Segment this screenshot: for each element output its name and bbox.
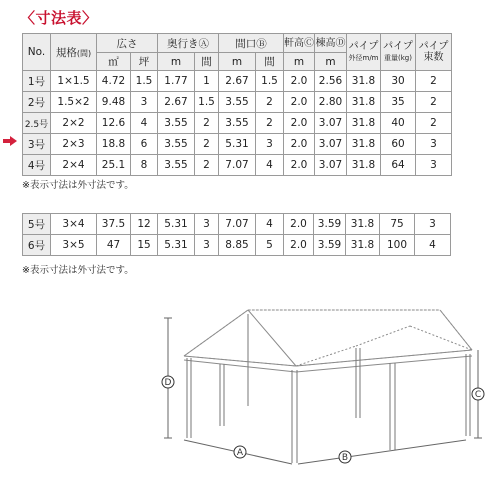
cell-ma-ken: 1.5: [256, 71, 284, 92]
cell-m2: 18.8: [97, 134, 131, 155]
cell-gaikei: 31.8: [347, 155, 381, 176]
table-row: [23, 71, 452, 92]
cell-juryo: 60: [381, 134, 416, 155]
current-row-arrow-icon: [3, 136, 17, 146]
cell-ma-ken: 2: [256, 113, 284, 134]
label-d: D: [164, 378, 172, 388]
cell-ok-m: 3.55: [158, 134, 195, 155]
header-tsubo: 坪: [131, 53, 158, 71]
cell-gaikei: 31.8: [346, 214, 380, 235]
cell-m2: 4.72: [97, 71, 131, 92]
cell-kikaku: 2×3: [51, 134, 97, 155]
cell-kikaku: 3×4: [51, 214, 97, 235]
cell-gaikei: 31.8: [347, 134, 381, 155]
header-ok-ken: 間: [195, 53, 219, 71]
cell-gaikei: 31.8: [347, 71, 381, 92]
table-row: [23, 155, 452, 176]
cell-ma-ken: 2: [256, 92, 284, 113]
cell-ok-m: 1.77: [158, 71, 195, 92]
cell-gaikei: 31.8: [346, 235, 380, 256]
cell-m2: 12.6: [97, 113, 131, 134]
dimension-table: [22, 33, 452, 176]
cell-juryo: 30: [381, 71, 416, 92]
row-no: 4号: [23, 155, 51, 176]
cell-ok-ken: 2: [195, 113, 219, 134]
cell-mune: 3.07: [315, 155, 347, 176]
header-nokidaka: 軒高Ⓒ: [284, 34, 315, 53]
row-no: 2号: [23, 92, 51, 113]
cell-kikaku: 2×4: [51, 155, 97, 176]
cell-mune: 3.59: [314, 235, 346, 256]
cell-ok-m: 3.55: [158, 113, 195, 134]
table-note: ※表示寸法は外寸法です。: [22, 180, 134, 191]
cell-sokusu: 2: [416, 71, 452, 92]
cell-tsubo: 15: [131, 235, 158, 256]
cell-ma-m: 5.31: [219, 134, 256, 155]
dimension-table-large: [22, 213, 451, 256]
page-title: 〈寸法表〉: [20, 9, 98, 27]
cell-noki: 2.0: [284, 155, 315, 176]
dimension-lines: [164, 318, 482, 464]
tent-dimension-diagram: [160, 298, 490, 498]
cell-ok-m: 3.55: [158, 155, 195, 176]
label-b-marker: [339, 451, 351, 463]
cell-ma-ken: 3: [256, 134, 284, 155]
cell-juryo: 35: [381, 92, 416, 113]
header-ok-m: m: [158, 53, 195, 71]
header-pipe-sokusu: パイプ 束数: [416, 34, 452, 71]
cell-juryo: 75: [380, 214, 415, 235]
tent-poles: [187, 314, 470, 463]
header-maguchi: 間口Ⓑ: [219, 34, 284, 53]
cell-ma-ken: 4: [256, 214, 284, 235]
header-kikaku: 規格(間): [51, 34, 97, 71]
cell-mune: 2.80: [315, 92, 347, 113]
cell-tsubo: 8: [131, 155, 158, 176]
table-row: [23, 134, 452, 155]
cell-ok-ken: 2: [195, 134, 219, 155]
table-row: [23, 214, 451, 235]
header-pipe-juryo: パイプ 重量(kg): [381, 34, 416, 71]
cell-ma-ken: 4: [256, 155, 284, 176]
cell-mune: 2.56: [315, 71, 347, 92]
cell-sokusu: 2: [416, 113, 452, 134]
tent-roof-shape: [184, 310, 472, 372]
cell-ma-m: 8.85: [219, 235, 256, 256]
header-hirosa: 広さ: [97, 34, 158, 53]
table-row: [23, 92, 452, 113]
cell-tsubo: 1.5: [131, 71, 158, 92]
cell-ok-ken: 2: [195, 155, 219, 176]
cell-m2: 47: [97, 235, 131, 256]
cell-ma-m: 7.07: [219, 155, 256, 176]
header-no: No.: [23, 34, 51, 71]
cell-kikaku: 1.5×2: [51, 92, 97, 113]
label-c-marker: [472, 388, 484, 400]
cell-m2: 25.1: [97, 155, 131, 176]
cell-ok-ken: 3: [195, 235, 219, 256]
cell-kikaku: 1×1.5: [51, 71, 97, 92]
header-ma-ken: 間: [256, 53, 284, 71]
cell-mune: 3.07: [315, 134, 347, 155]
cell-sokusu: 4: [415, 235, 451, 256]
row-no: 6号: [23, 235, 51, 256]
cell-noki: 2.0: [284, 134, 315, 155]
cell-gaikei: 31.8: [347, 92, 381, 113]
label-a-marker: [234, 446, 246, 458]
cell-ok-ken: 3: [195, 214, 219, 235]
cell-m2: 9.48: [97, 92, 131, 113]
cell-ma-ken: 5: [256, 235, 284, 256]
cell-juryo: 40: [381, 113, 416, 134]
header-m2: ㎡: [97, 53, 131, 71]
cell-sokusu: 3: [416, 155, 452, 176]
label-c: C: [474, 390, 482, 400]
row-no: 5号: [23, 214, 51, 235]
cell-ok-m: 5.31: [158, 214, 195, 235]
cell-ma-m: 2.67: [219, 71, 256, 92]
table-row: [23, 113, 452, 134]
cell-tsubo: 6: [131, 134, 158, 155]
cell-juryo: 100: [380, 235, 415, 256]
cell-m2: 37.5: [97, 214, 131, 235]
table-note: ※表示寸法は外寸法です。: [22, 265, 134, 276]
cell-ok-ken: 1.5: [195, 92, 219, 113]
cell-sokusu: 3: [416, 134, 452, 155]
cell-ok-ken: 1: [195, 71, 219, 92]
label-d-marker: [162, 376, 174, 388]
cell-kikaku: 3×5: [51, 235, 97, 256]
cell-kikaku: 2×2: [51, 113, 97, 134]
cell-tsubo: 12: [131, 214, 158, 235]
cell-sokusu: 2: [416, 92, 452, 113]
cell-sokusu: 3: [415, 214, 451, 235]
cell-ok-m: 2.67: [158, 92, 195, 113]
cell-ma-m: 7.07: [219, 214, 256, 235]
header-munedaka: 棟高Ⓓ: [315, 34, 347, 53]
header-noki-m: m: [284, 53, 315, 71]
header-ma-m: m: [219, 53, 256, 71]
row-no: 2.5号: [23, 113, 51, 134]
label-a: A: [236, 448, 244, 458]
row-no: 1号: [23, 71, 51, 92]
cell-noki: 2.0: [284, 235, 314, 256]
cell-ma-m: 3.55: [219, 92, 256, 113]
cell-gaikei: 31.8: [347, 113, 381, 134]
cell-noki: 2.0: [284, 113, 315, 134]
cell-noki: 2.0: [284, 71, 315, 92]
label-b: B: [341, 453, 349, 463]
cell-noki: 2.0: [284, 92, 315, 113]
cell-mune: 3.59: [314, 214, 346, 235]
row-no: 3号: [23, 134, 51, 155]
cell-tsubo: 4: [131, 113, 158, 134]
header-pipe-gaikei: パイプ 外径m/m: [347, 34, 381, 71]
cell-tsubo: 3: [131, 92, 158, 113]
header-mune-m: m: [315, 53, 347, 71]
header-okuyuki: 奥行きⒶ: [158, 34, 219, 53]
table-row: [23, 235, 451, 256]
cell-ma-m: 3.55: [219, 113, 256, 134]
dimension-labels: [162, 376, 484, 463]
cell-ok-m: 5.31: [158, 235, 195, 256]
cell-mune: 3.07: [315, 113, 347, 134]
cell-noki: 2.0: [284, 214, 314, 235]
cell-juryo: 64: [381, 155, 416, 176]
